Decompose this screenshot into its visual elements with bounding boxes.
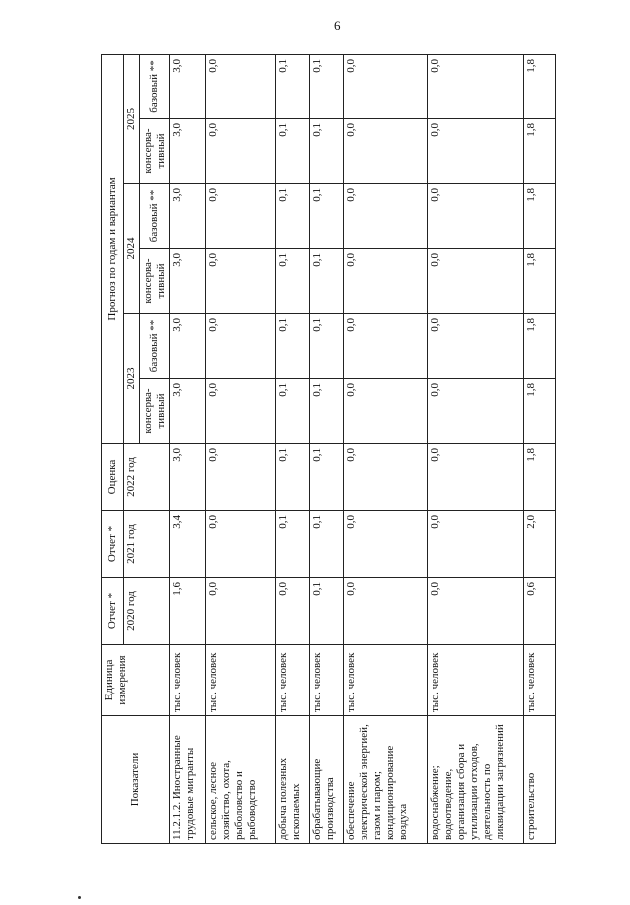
- cell-value: 0,1: [276, 444, 310, 511]
- cell-value: 0,0: [206, 314, 276, 379]
- table-row: [344, 54, 428, 843]
- cell-value: 0,1: [276, 119, 310, 184]
- row-label: добыча полезных ископаемых: [276, 716, 310, 844]
- cell-value: 0,0: [206, 184, 276, 249]
- row-label: строительство: [524, 716, 556, 844]
- cell-value: 3,0: [170, 119, 206, 184]
- cell-value: 0,0: [344, 249, 428, 314]
- cell-value: 3,0: [170, 444, 206, 511]
- cell-value: 3,0: [170, 184, 206, 249]
- header-year-2023: 2023: [124, 314, 140, 444]
- header-year-2022: 2022 год: [124, 444, 170, 511]
- row-unit: тыс. человек: [428, 645, 524, 716]
- cell-value: 0,1: [310, 511, 344, 578]
- row-label: обрабатывающие производства: [310, 716, 344, 844]
- cell-value: 0,0: [206, 444, 276, 511]
- cell-value: 1,8: [524, 249, 556, 314]
- header-report-2021: Отчет *: [102, 511, 124, 578]
- cell-value: 0,1: [310, 379, 344, 444]
- header-conservative-2024: консерва-тивный: [140, 249, 170, 314]
- row-unit: тыс. человек: [276, 645, 310, 716]
- forecast-table: [101, 54, 556, 844]
- cell-value: 1,8: [524, 54, 556, 118]
- cell-value: 0,0: [428, 444, 524, 511]
- cell-value: 0,1: [276, 511, 310, 578]
- cell-value: 0,1: [310, 314, 344, 379]
- row-unit: тыс. человек: [524, 645, 556, 716]
- header-year-2020: 2020 год: [124, 578, 170, 645]
- cell-value: 3,0: [170, 249, 206, 314]
- row-label: 11.2.1.2. Иностранные трудовые мигранты: [170, 716, 206, 844]
- cell-value: 0,0: [206, 379, 276, 444]
- header-year-2024: 2024: [124, 184, 140, 314]
- cell-value: 1,8: [524, 119, 556, 184]
- cell-value: 0,1: [310, 444, 344, 511]
- row-label: сельское, лесное хозяйство, охота, рыболовство и рыбоводство: [206, 716, 276, 844]
- cell-value: 0,0: [428, 249, 524, 314]
- table-row: [428, 54, 524, 843]
- page-number: 6: [334, 18, 341, 33]
- header-estimate: Оценка: [102, 444, 124, 511]
- row-unit: тыс. человек: [206, 645, 276, 716]
- cell-value: 0,0: [344, 379, 428, 444]
- cell-value: 0,1: [310, 249, 344, 314]
- cell-value: 0,0: [206, 119, 276, 184]
- cell-value: 0,0: [428, 314, 524, 379]
- cell-value: 0,0: [344, 578, 428, 645]
- cell-value: 0,6: [524, 578, 556, 645]
- cell-value: 0,1: [276, 54, 310, 118]
- cell-value: 0,1: [276, 379, 310, 444]
- header-base-2025: базовый **: [140, 54, 170, 118]
- header-indicators: Показатели: [102, 716, 170, 844]
- cell-value: 0,0: [206, 249, 276, 314]
- header-year-2021: 2021 год: [124, 511, 170, 578]
- header-base-2024: базовый **: [140, 184, 170, 249]
- cell-value: 0,0: [206, 578, 276, 645]
- header-conservative-2023: консерва-тивный: [140, 379, 170, 444]
- cell-value: 0,1: [310, 54, 344, 118]
- row-unit: тыс. человек: [344, 645, 428, 716]
- table-row: [170, 54, 206, 843]
- cell-value: 1,8: [524, 184, 556, 249]
- row-label: обеспечение электрической энергией, газом и паром; кондиционирование воздуха: [344, 716, 428, 844]
- cell-value: 0,0: [428, 578, 524, 645]
- cell-value: 3,0: [170, 379, 206, 444]
- cell-value: 0,0: [344, 314, 428, 379]
- stray-mark: [78, 896, 81, 899]
- cell-value: 1,6: [170, 578, 206, 645]
- header-unit: Единица измерения: [102, 645, 170, 716]
- cell-value: 0,0: [428, 54, 524, 118]
- cell-value: 3,0: [170, 54, 206, 118]
- cell-value: 0,1: [310, 119, 344, 184]
- cell-value: 2,0: [524, 511, 556, 578]
- cell-value: 0,0: [344, 444, 428, 511]
- cell-value: 0,1: [276, 249, 310, 314]
- header-base-2023: базовый **: [140, 314, 170, 379]
- table-row: [524, 54, 556, 843]
- cell-value: 0,0: [206, 54, 276, 118]
- cell-value: 3,4: [170, 511, 206, 578]
- cell-value: 0,0: [206, 511, 276, 578]
- cell-value: 0,0: [276, 578, 310, 645]
- cell-value: 0,0: [344, 511, 428, 578]
- cell-value: 3,0: [170, 314, 206, 379]
- header-forecast: Прогноз по годам и вариантам: [102, 54, 124, 443]
- cell-value: 0,1: [310, 184, 344, 249]
- cell-value: 1,8: [524, 314, 556, 379]
- cell-value: 0,1: [276, 314, 310, 379]
- table-row: [206, 54, 276, 843]
- row-unit: тыс. человек: [170, 645, 206, 716]
- header-year-2025: 2025: [124, 54, 140, 183]
- header-conservative-2025: консерва-тивный: [140, 119, 170, 184]
- cell-value: 1,8: [524, 379, 556, 444]
- rotated-table-container: [101, 55, 569, 844]
- row-unit: тыс. человек: [310, 645, 344, 716]
- header-report-2020: Отчет *: [102, 578, 124, 645]
- table-row: [276, 54, 310, 843]
- cell-value: 0,0: [428, 511, 524, 578]
- row-label: водоснабжение; водоотведение, организация сбора и утилизации отходов, деятельность по ликвидации загрязнений: [428, 716, 524, 844]
- cell-value: 0,0: [344, 54, 428, 118]
- cell-value: 0,0: [428, 379, 524, 444]
- cell-value: 0,1: [310, 578, 344, 645]
- cell-value: 1,8: [524, 444, 556, 511]
- table-row: [310, 54, 344, 843]
- cell-value: 0,0: [344, 119, 428, 184]
- cell-value: 0,1: [276, 184, 310, 249]
- cell-value: 0,0: [428, 184, 524, 249]
- cell-value: 0,0: [344, 184, 428, 249]
- cell-value: 0,0: [428, 119, 524, 184]
